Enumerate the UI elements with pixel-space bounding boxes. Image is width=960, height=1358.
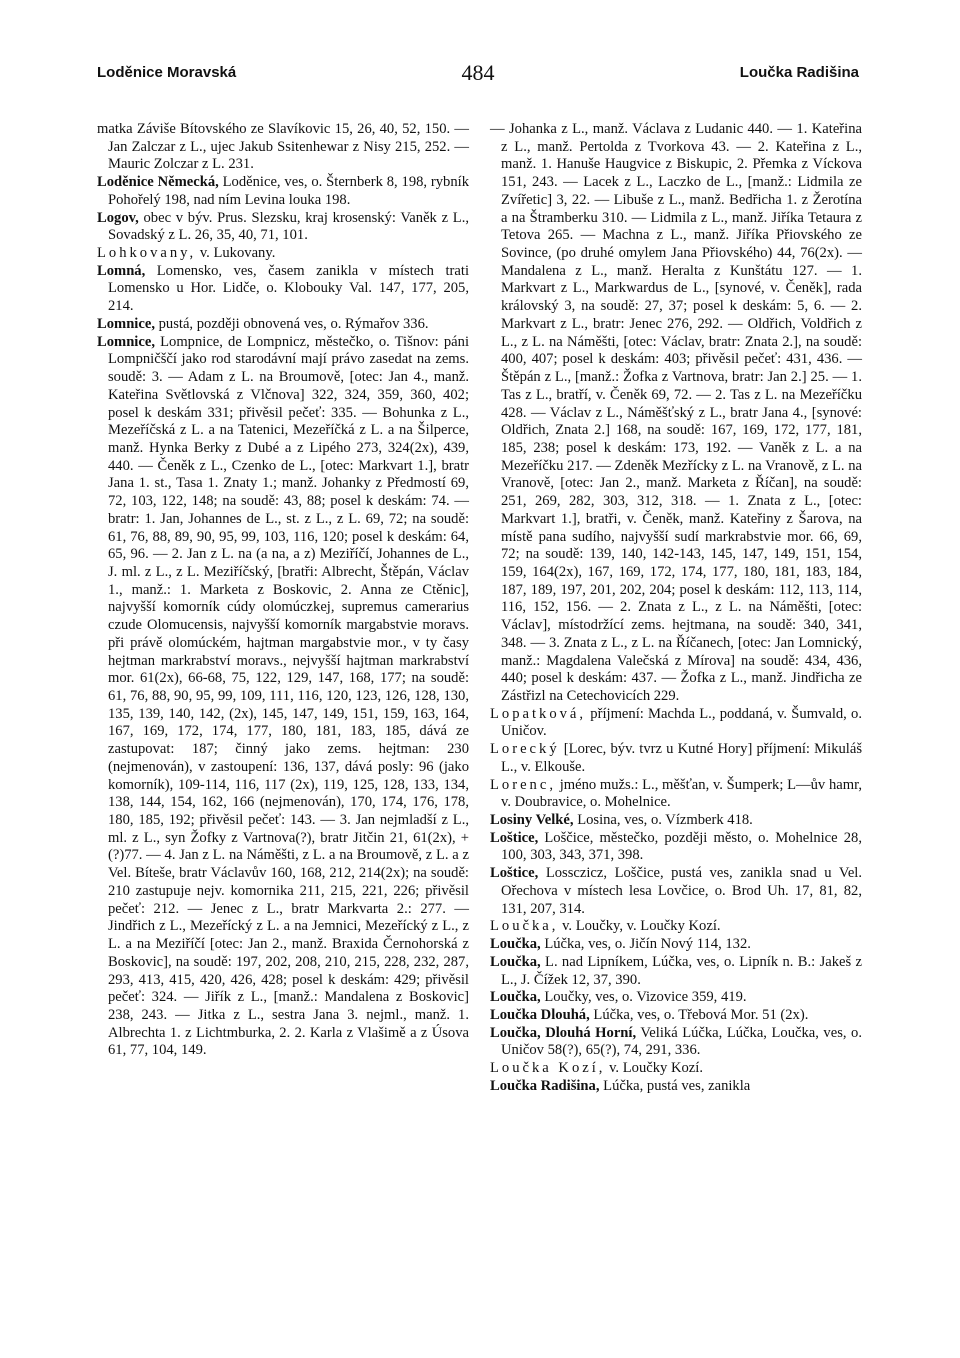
entry-text: Veliká Lúčka, Lúčka, Loučka, ves, o. Uničov 58(?), 65(?), 74, 291, 336. [501,1024,862,1059]
entry-text: obec v býv. Prus. Slezsku, kraj krosenský: Vaněk z L., Sovadský z L. 26, 35, 40, 71, 101. [108,209,469,244]
page-number: 484 [461,60,495,85]
dictionary-entry [97,121,469,174]
entry-text: Lúčka, pustá ves, zanikla [599,1077,751,1094]
entry-headword: Loštice, [490,865,539,882]
entry-text: Lúčka, ves, o. Jičín Nový 114, 132. [540,936,751,953]
entry-headword: Loučka Kozí, [490,1060,606,1077]
entry-headword: Loučka, Dlouhá Horní, [490,1024,637,1041]
dictionary-entry [490,830,862,865]
entry-headword: Loučka Dlouhá, [490,1006,590,1023]
entry-text: [Lorec, býv. tvrz u Kutné Hory] příjmení: Mikuláš L., v. Elkouše. [501,741,862,775]
entry-text: Lomensko, ves, časem zanikla v místech trati Lomensko u Hor. Lidče, o. Klobouky Val. 147, 177, 205, 214. [108,262,469,315]
entry-text: jméno mužs.: L., měšťan, v. Šumperk; L—ův hamr, v. Doubravice, o. Mohelnice. [501,776,862,811]
entry-headword: Losiny Velké, [490,812,574,829]
dictionary-entry [490,121,862,706]
entry-headword: Lorecký [490,741,560,758]
entry-headword: Loštice, [490,829,539,846]
entry-text: pustá, později obnovená ves, o. Rýmařov 336. [154,315,429,332]
dictionary-entry [490,706,862,741]
dictionary-entry [97,210,469,245]
entry-headword: Lomná, [97,262,146,279]
dictionary-entry [490,989,862,1007]
dictionary-entry [97,245,469,263]
entry-text: v. Loučky, v. Loučky Kozí. [558,918,721,935]
entry-text: příjmení: Machda L., poddaná, v. Šumvald, o. Uničov. [501,705,862,740]
dictionary-entry [490,1060,862,1078]
entry-text: Loščice, městečko, později město, o. Mohelnice 28, 100, 303, 343, 371, 398. [501,829,862,864]
entry-headword: Loučka, [490,989,541,1006]
running-head-right: Loučka Radišina [739,64,859,81]
page-header [97,60,859,94]
entry-headword: Lopatková, [490,705,587,722]
entry-text: Lossczicz, Loščice, pustá ves, zanikla snad u Vel. Ořechova v místech lesa Lovčice, o. Brod Uh. 17, 81, 82, 131, 207, 314. [501,865,862,917]
dictionary-entry [97,334,469,1060]
dictionary-entry [490,1078,862,1096]
entry-text: Lompnice, de Lompnicz, městečko, o. Tišnov: páni Lompničščí jako rod starodávní mají právo zasedat na zems. soudě: 3. — Adam z L. na Broumově, [otec: Jan 4., manž. Kateřina Světlovská z Vlčnova] 322, 324, 359, 360, 402; posel k deskám 331; přivěsil pečeť: 335. — Bohunka z L., Mezeříčská z L. a na Tatenici, Mezeříčká z L. a na Šilperce, manž. Hynka Berky z Dubé a z Lipého 273, 324(2x), 439, 440. — Čeněk z L., Czenko de L., [otec: Markvart 1.], bratr Jana 1. st., Tasa 1. Znaty 1.; manž. Johanky z Předmostí 69, 72, 103, 122, 148; na soudě: 43, 88; posel k deskám: 74. — bratr: 1. Jan, Johannes de L., st. z L., z L. 69, 72; na soudě: 61, 76, 88, 89, 90, 95, 99, 103, 116, 120; posel k deskám: 64, 65, 96. — 2. Jan z L. na (a na, a z) Meziříčí, Johannes de L., J. ml. z L., z L. Meziříčský, [bratři: Albrecht, Štěpán, Václav 1., manž.: 1. Marketa z Boskovic, 2. Anna ze Ctěnic], najvyšší komorník cúdy olomúczkej, supremus camerarius czude Olomucensis, najvyšší komorník margabstvie moravs. při právě olomúckém, hajtman margabstvie mor., v ty časy hejtman markrabství moravs., nejvyšší hajtman markrabství mor. 61(2x), 66-68, 75, 122, 129, 147, 168, 177; na soudě: 61, 76, 88, 90, 95, 99, 109, 111, 116, 120, 123, 126, 128, 130, 135, 139, 140, 142, (2x), 145, 147, 149, 151, 159, 163, 164, 167, 169, 172, 174, 177, 180, 181, 183, 185, dává ze zastupovat: 187; činný jako zems. hejtman: 230 (nejmenován), v zastoupení: 136, 137, dává posly: 96 (jako komorník), 109-114, 116, 117 (2x), 119, 125, 128, 133, 134, 138, 144, 154, 162, 166 (nejmenován), 170, 174, 176, 178, 180, 185, 192; přivěsil pečeť: 143. — 3. Jan nejmladší z L., ml. z L., syn Žofky z Vartnova(?), bratr Jitčin 21, 61(2x), +(?)77. — 4. Jan z L. na Náměšti, z L. a na Broumově, z L. a z Vel. Bíteše, bratr Václavův 160, 168, 212, 214(2x); na soudě: 210 zastupuje nejv. komornika 211, 215, 221, 226; přivěsil pečeť: 212. — Jenec z L., bratr Markvarta 2.: 277. — Jindřich z L., Mezeřícký z L. a na Jemnici, Mezeřícký z L., z L. a na Meziříčí [otec: Jan 2., manž. Braxida Černohorská z Boskovic], na soudě: 197, 202, 208, 210, 215, 228, 232, 287, 293, 413, 415, 420, 426, 428; posel k deskám: 429; přivěsil pečeť: 324. — Jiřík z L., [manž.: Mandalena z Boskovic] 238, 243. — Jitka z L., sestra Jana 3. nejml., manž. 1. Albrechta 1. z Lichtmburka, 2. 2. Karla z Vlašimě a z Úsova 61, 77, 104, 149. [108,333,469,1059]
entry-text: v. Lukovany. [196,245,276,262]
dictionary-entry [490,1007,862,1025]
entry-headword: Lomnice, [97,333,155,350]
dictionary-entry [490,1025,862,1060]
dictionary-entry [490,777,862,812]
right-column [490,121,862,1096]
entry-headword: Loučka, [490,918,559,935]
entry-text: — Johanka z L., manž. Václava z Ludanic 440. — 1. Kateřina z L., manž. Pertolda z Tvorkova 43. — 2. Kateřina z L., manž. 1. Hanuše Haugvice z Biskupic, 2. Přemka z Víckova 151, 243. — Lacek z L., Laczko de L., [manž.: Lidmila ze Zvířetic] 3, 22. — Libuše z L., manž. Bedřicha 1. z Žerotína a na Štramberku 310. — Lidmila z L., manž. Jiříka Tetaura z Tetova 265. — Machna z L., manž. Jiříka Přiovského ze Sovince, (po druhé omylem Jana Přiovského) 44, 76(2x). — Mandalena z L., manž. Heralta z Kunštátu 127. — 1. Markvart z L., Markwardus de L., [synové, v. Čeněk], rada královský 3, na soudě: 27, 37; posel k deskám: 5, 6. — 2. Markvart z L., bratr: Jenec 276, 292. — Oldřich, Voldřich z L., z L. na Náměšti, [otec: Václav, bratr: Znata 2.], na soudě: 400, 407; posel k deskám: 403; přivěsil pečeť: 431, 436. — Štěpán z L., [manž.: Žofka z Vartnova, bratr: Jan 2.] 25. — 1. Tas z L., bratří, v. Čeněk 69, 72. — 2. Tas z L. na Mezeříčku 428. — Václav z L., Náměšťský z L., bratr Jana 4., [synové: Oldřich, Znata 2.] 168, na soudě: 167, 169, 172, 177, 181, 185, 238; posel k deskám: 173, 192. — Vaněk z L. a na Mezeříčku 217. — Zdeněk Mezřícky z L. na Vranově, z L. na Vranově, [otec: Jan 2., manž. Marketa z Říčan], na soudě: 251, 269, 282, 303, 312, 318. — 1. Znata z L., [otec: Markvart 1.], bratři, v. Čeněk, manž. Kateřiny z Šarova, na místě pana sudího, najvyšší sudí markrabstvie mor. 66, 69, 72; na soudě: 139, 140, 142-143, 145, 147, 149, 151, 154, 159, 164(2x), 167, 169, 172, 174, 177, 180, 181, 183, 184, 187, 189, 197, 201, 202, 204; posel k deskám: 112, 113, 114, 116, 152, 156. — 2. Znata z L., z L. na Náměšti, [otec: Václav], místodržící zems. hejtmana, na soudě: 340, 341, 348. — 3. Znata z L., z L. na Říčanech, [otec: Jan Lomnický, manž.: Magdalena Valečská z Mírova] na soudě: 434, 436, 440; posel k deskám: 437. — Žofka z L., manž. Jindřicha ze Zástřizl na Cetechovicích 229. [490,121,862,704]
entry-text: matka Záviše Bítovského ze Slavíkovic 15, 26, 40, 52, 150. — Jan Zalczar z L., ujec Jakub Ssitenhewar z Nisy 215, 252. — Mauric Zolczar z L. 231. [97,121,469,173]
entry-headword: Loučka, [490,936,541,953]
entry-text: v. Loučky Kozí. [605,1060,703,1077]
entry-headword: Lorenc, [490,776,556,793]
entry-text: Loděnice, ves, o. Šternberk 8, 198, rybník Pohořelý 198, nad ním Levina louka 198. [108,174,469,208]
dictionary-entry [97,263,469,316]
entry-headword: Loučka, [490,953,541,970]
left-column [97,121,469,1060]
entry-headword: Lohkovany, [97,245,197,262]
dictionary-entry [97,316,469,334]
dictionary-entry [490,865,862,918]
entry-text: Lúčka, ves, o. Třebová Mor. 51 (2x). [589,1006,809,1023]
entry-headword: Lomnice, [97,315,155,332]
dictionary-entry [490,812,862,830]
entry-text: Loučky, ves, o. Vizovice 359, 419. [540,989,747,1006]
entry-text: L. nad Lipníkem, Lúčka, ves, o. Lipník n. B.: Jakeš z L., J. Čížek 12, 37, 390. [501,953,862,988]
entry-headword: Logov, [97,209,139,226]
dictionary-entry [490,741,862,776]
entry-text: Losina, ves, o. Vízmberk 418. [573,812,753,829]
dictionary-entry [97,174,469,209]
running-head-left: Loděnice Moravská [97,64,237,81]
entry-headword: Loučka Radišina, [490,1077,600,1094]
dictionary-entry [490,918,862,936]
dictionary-entry [490,936,862,954]
dictionary-entry [490,954,862,989]
entry-headword: Loděnice Německá, [97,174,219,191]
